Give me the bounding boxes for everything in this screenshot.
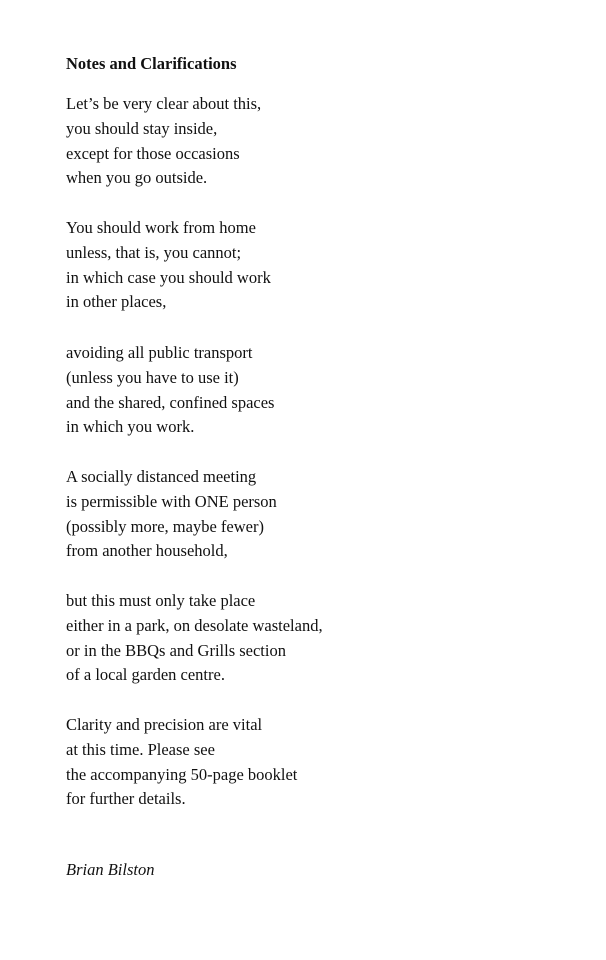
poem-line: or in the BBQs and Grills section <box>66 640 286 660</box>
poem-line: (possibly more, maybe fewer) <box>66 516 264 536</box>
poem-line: you should stay inside, <box>66 118 218 138</box>
stanza-3 <box>66 341 274 440</box>
poem-line: (unless you have to use it) <box>66 367 239 387</box>
poem-line: Let’s be very clear about this, <box>66 94 262 113</box>
stanza-4 <box>66 465 277 564</box>
poem-line: is permissible with ONE person <box>66 491 277 511</box>
poem-line: You should work from home <box>66 218 256 237</box>
poem-line: for further details. <box>66 789 186 809</box>
poem-line: A socially distanced meeting <box>66 467 257 486</box>
poem-line: in other places, <box>66 292 167 312</box>
poem-title: Notes and Clarifications <box>66 54 237 73</box>
poem-line: at this time. Please see <box>66 739 215 759</box>
poem-line: from another household, <box>66 541 228 561</box>
poem-line: Clarity and precision are vital <box>66 715 263 734</box>
poem-line: when you go outside. <box>66 168 208 188</box>
poem-line: the accompanying 50-page booklet <box>66 764 298 784</box>
poem-line: of a local garden centre. <box>66 665 225 685</box>
poem-line: except for those occasions <box>66 143 240 163</box>
poem-line: avoiding all public transport <box>66 343 253 362</box>
stanza-5 <box>66 589 323 688</box>
poem-line: unless, that is, you cannot; <box>66 242 242 262</box>
author-name: Brian Bilston <box>66 860 155 879</box>
poem-line: and the shared, confined spaces <box>66 392 275 412</box>
stanza-2 <box>66 216 271 315</box>
poem-line: in which you work. <box>66 417 195 437</box>
poem-line: but this must only take place <box>66 591 256 610</box>
stanza-1 <box>66 92 261 191</box>
poem-line: either in a park, on desolate wasteland, <box>66 615 323 635</box>
poem-line: in which case you should work <box>66 267 271 287</box>
stanza-6 <box>66 713 297 812</box>
